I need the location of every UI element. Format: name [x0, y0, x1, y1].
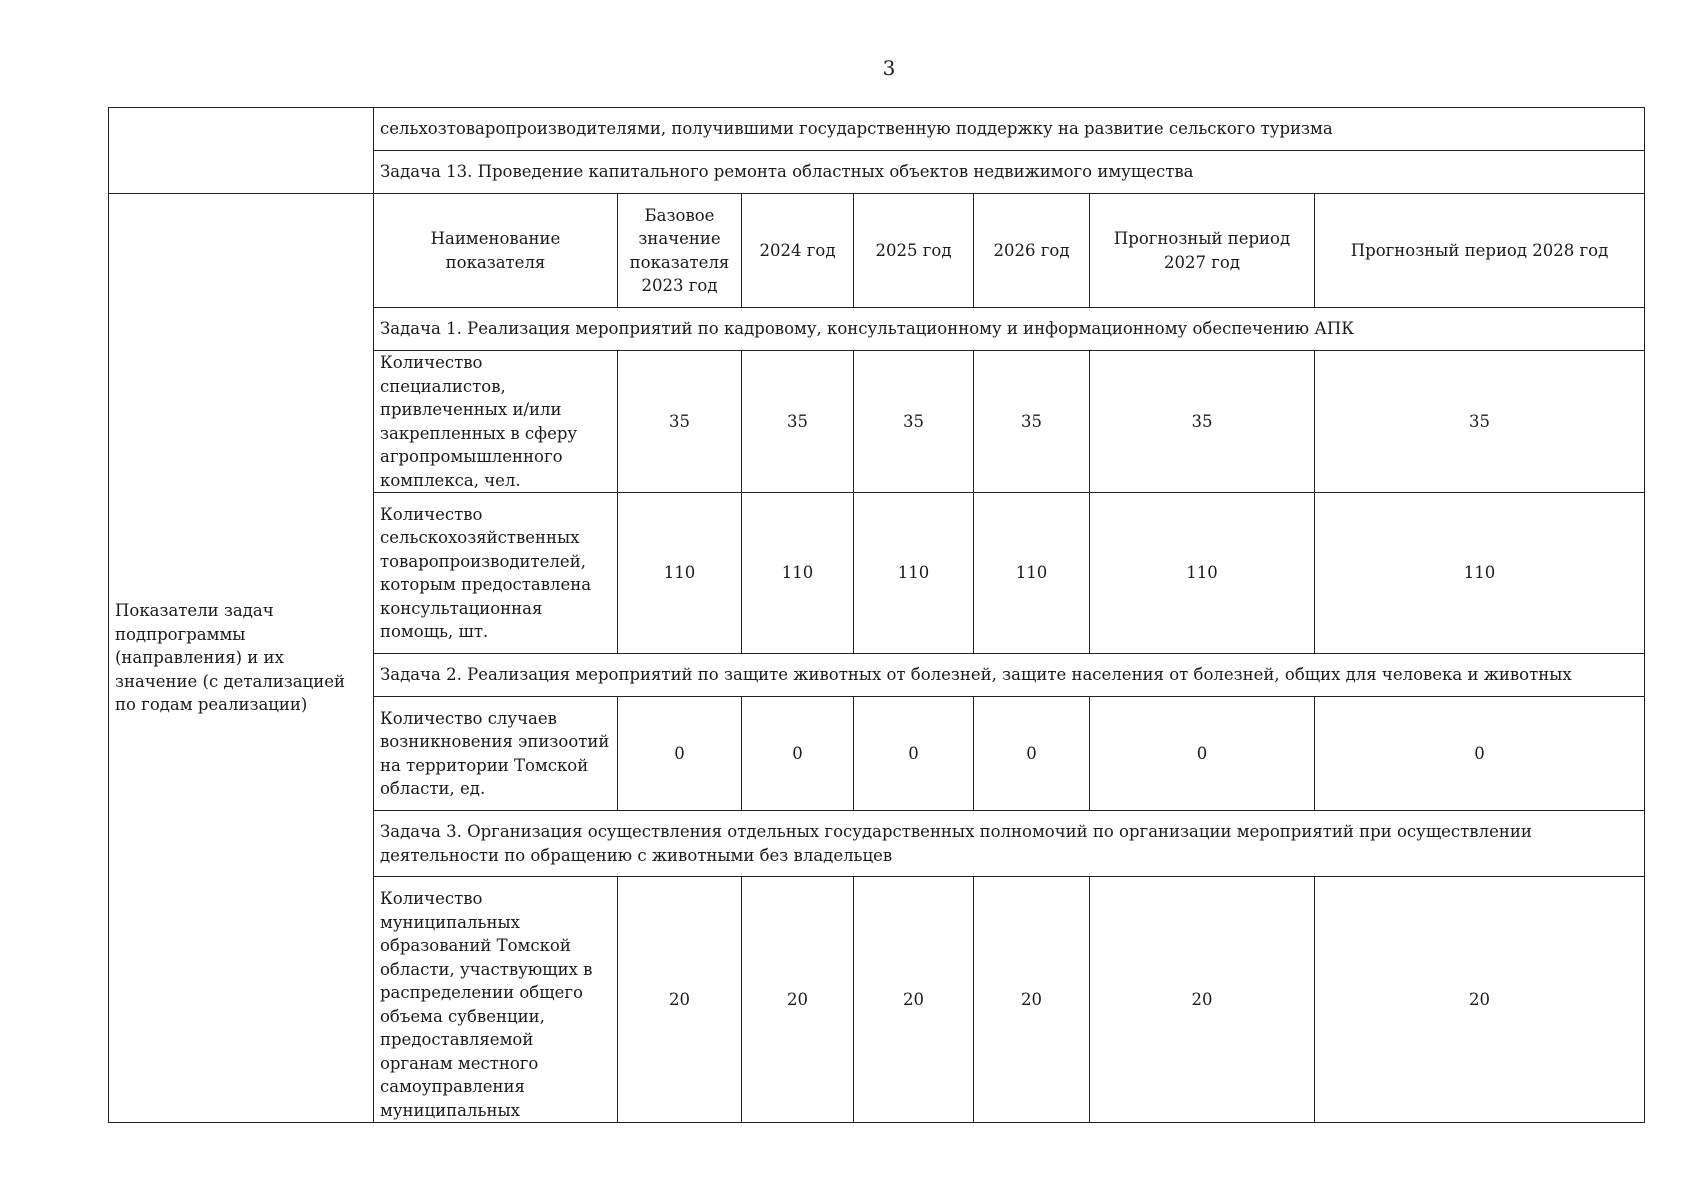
- value-2028: 20: [1315, 877, 1645, 1123]
- header-base-value: Базовое значение показателя 2023 год: [618, 194, 742, 308]
- header-2025: 2025 год: [854, 194, 974, 308]
- value-2027: 20: [1090, 877, 1315, 1123]
- page-number: 3: [882, 56, 896, 80]
- indicator-name: Количество специалистов, привлеченных и/или закрепленных в сферу агропромышленного комплекса, чел.: [374, 351, 618, 493]
- task-13-title: Задача 13. Проведение капитального ремонта областных объектов недвижимого имущества: [374, 151, 1645, 194]
- value-2027: 110: [1090, 493, 1315, 654]
- empty-left-cell: [109, 108, 374, 194]
- value-2025: 20: [854, 877, 974, 1123]
- value-2024: 20: [742, 877, 854, 1123]
- value-2026: 20: [974, 877, 1090, 1123]
- value-2024: 110: [742, 493, 854, 654]
- task-1-title: Задача 1. Реализация мероприятий по кадровому, консультационному и информационному обеспечению АПК: [374, 308, 1645, 351]
- value-2026: 35: [974, 351, 1090, 493]
- indicators-table: [108, 107, 1645, 1123]
- header-2026: 2026 год: [974, 194, 1090, 308]
- value-base: 35: [618, 351, 742, 493]
- value-2025: 0: [854, 697, 974, 811]
- value-2025: 35: [854, 351, 974, 493]
- value-2024: 35: [742, 351, 854, 493]
- value-2026: 110: [974, 493, 1090, 654]
- indicator-name: Количество случаев возникновения эпизоотий на территории Томской области, ед.: [374, 697, 618, 811]
- header-indicator-name: Наименование показателя: [374, 194, 618, 308]
- header-2027: Прогнозный период 2027 год: [1090, 194, 1315, 308]
- section-label: Показатели задач подпрограммы (направления) и их значение (с детализацией по годам реализации): [109, 194, 374, 1123]
- value-2028: 0: [1315, 697, 1645, 811]
- value-base: 20: [618, 877, 742, 1123]
- header-2028: Прогнозный период 2028 год: [1315, 194, 1645, 308]
- value-2027: 35: [1090, 351, 1315, 493]
- value-2028: 35: [1315, 351, 1645, 493]
- value-2027: 0: [1090, 697, 1315, 811]
- value-base: 110: [618, 493, 742, 654]
- task-2-title: Задача 2. Реализация мероприятий по защите животных от болезней, защите населения от болезней, общих для человека и животных: [374, 654, 1645, 697]
- header-2024: 2024 год: [742, 194, 854, 308]
- value-2025: 110: [854, 493, 974, 654]
- value-2026: 0: [974, 697, 1090, 811]
- task-3-title: Задача 3. Организация осуществления отдельных государственных полномочий по организации мероприятий при осуществлении деятельности по обращению с животными без владельцев: [374, 811, 1645, 877]
- value-2028: 110: [1315, 493, 1645, 654]
- indicator-name: Количество муниципальных образований Томской области, участвующих в распределении общего объема субвенции, предоставляемой органам местного самоуправления муниципальных: [374, 877, 618, 1123]
- indicator-name: Количество сельскохозяйственных товаропроизводителей, которым предоставлена консультационная помощь, шт.: [374, 493, 618, 654]
- value-2024: 0: [742, 697, 854, 811]
- value-base: 0: [618, 697, 742, 811]
- continuation-text: сельхозтоваропроизводителями, получившими государственную поддержку на развитие сельского туризма: [374, 108, 1645, 151]
